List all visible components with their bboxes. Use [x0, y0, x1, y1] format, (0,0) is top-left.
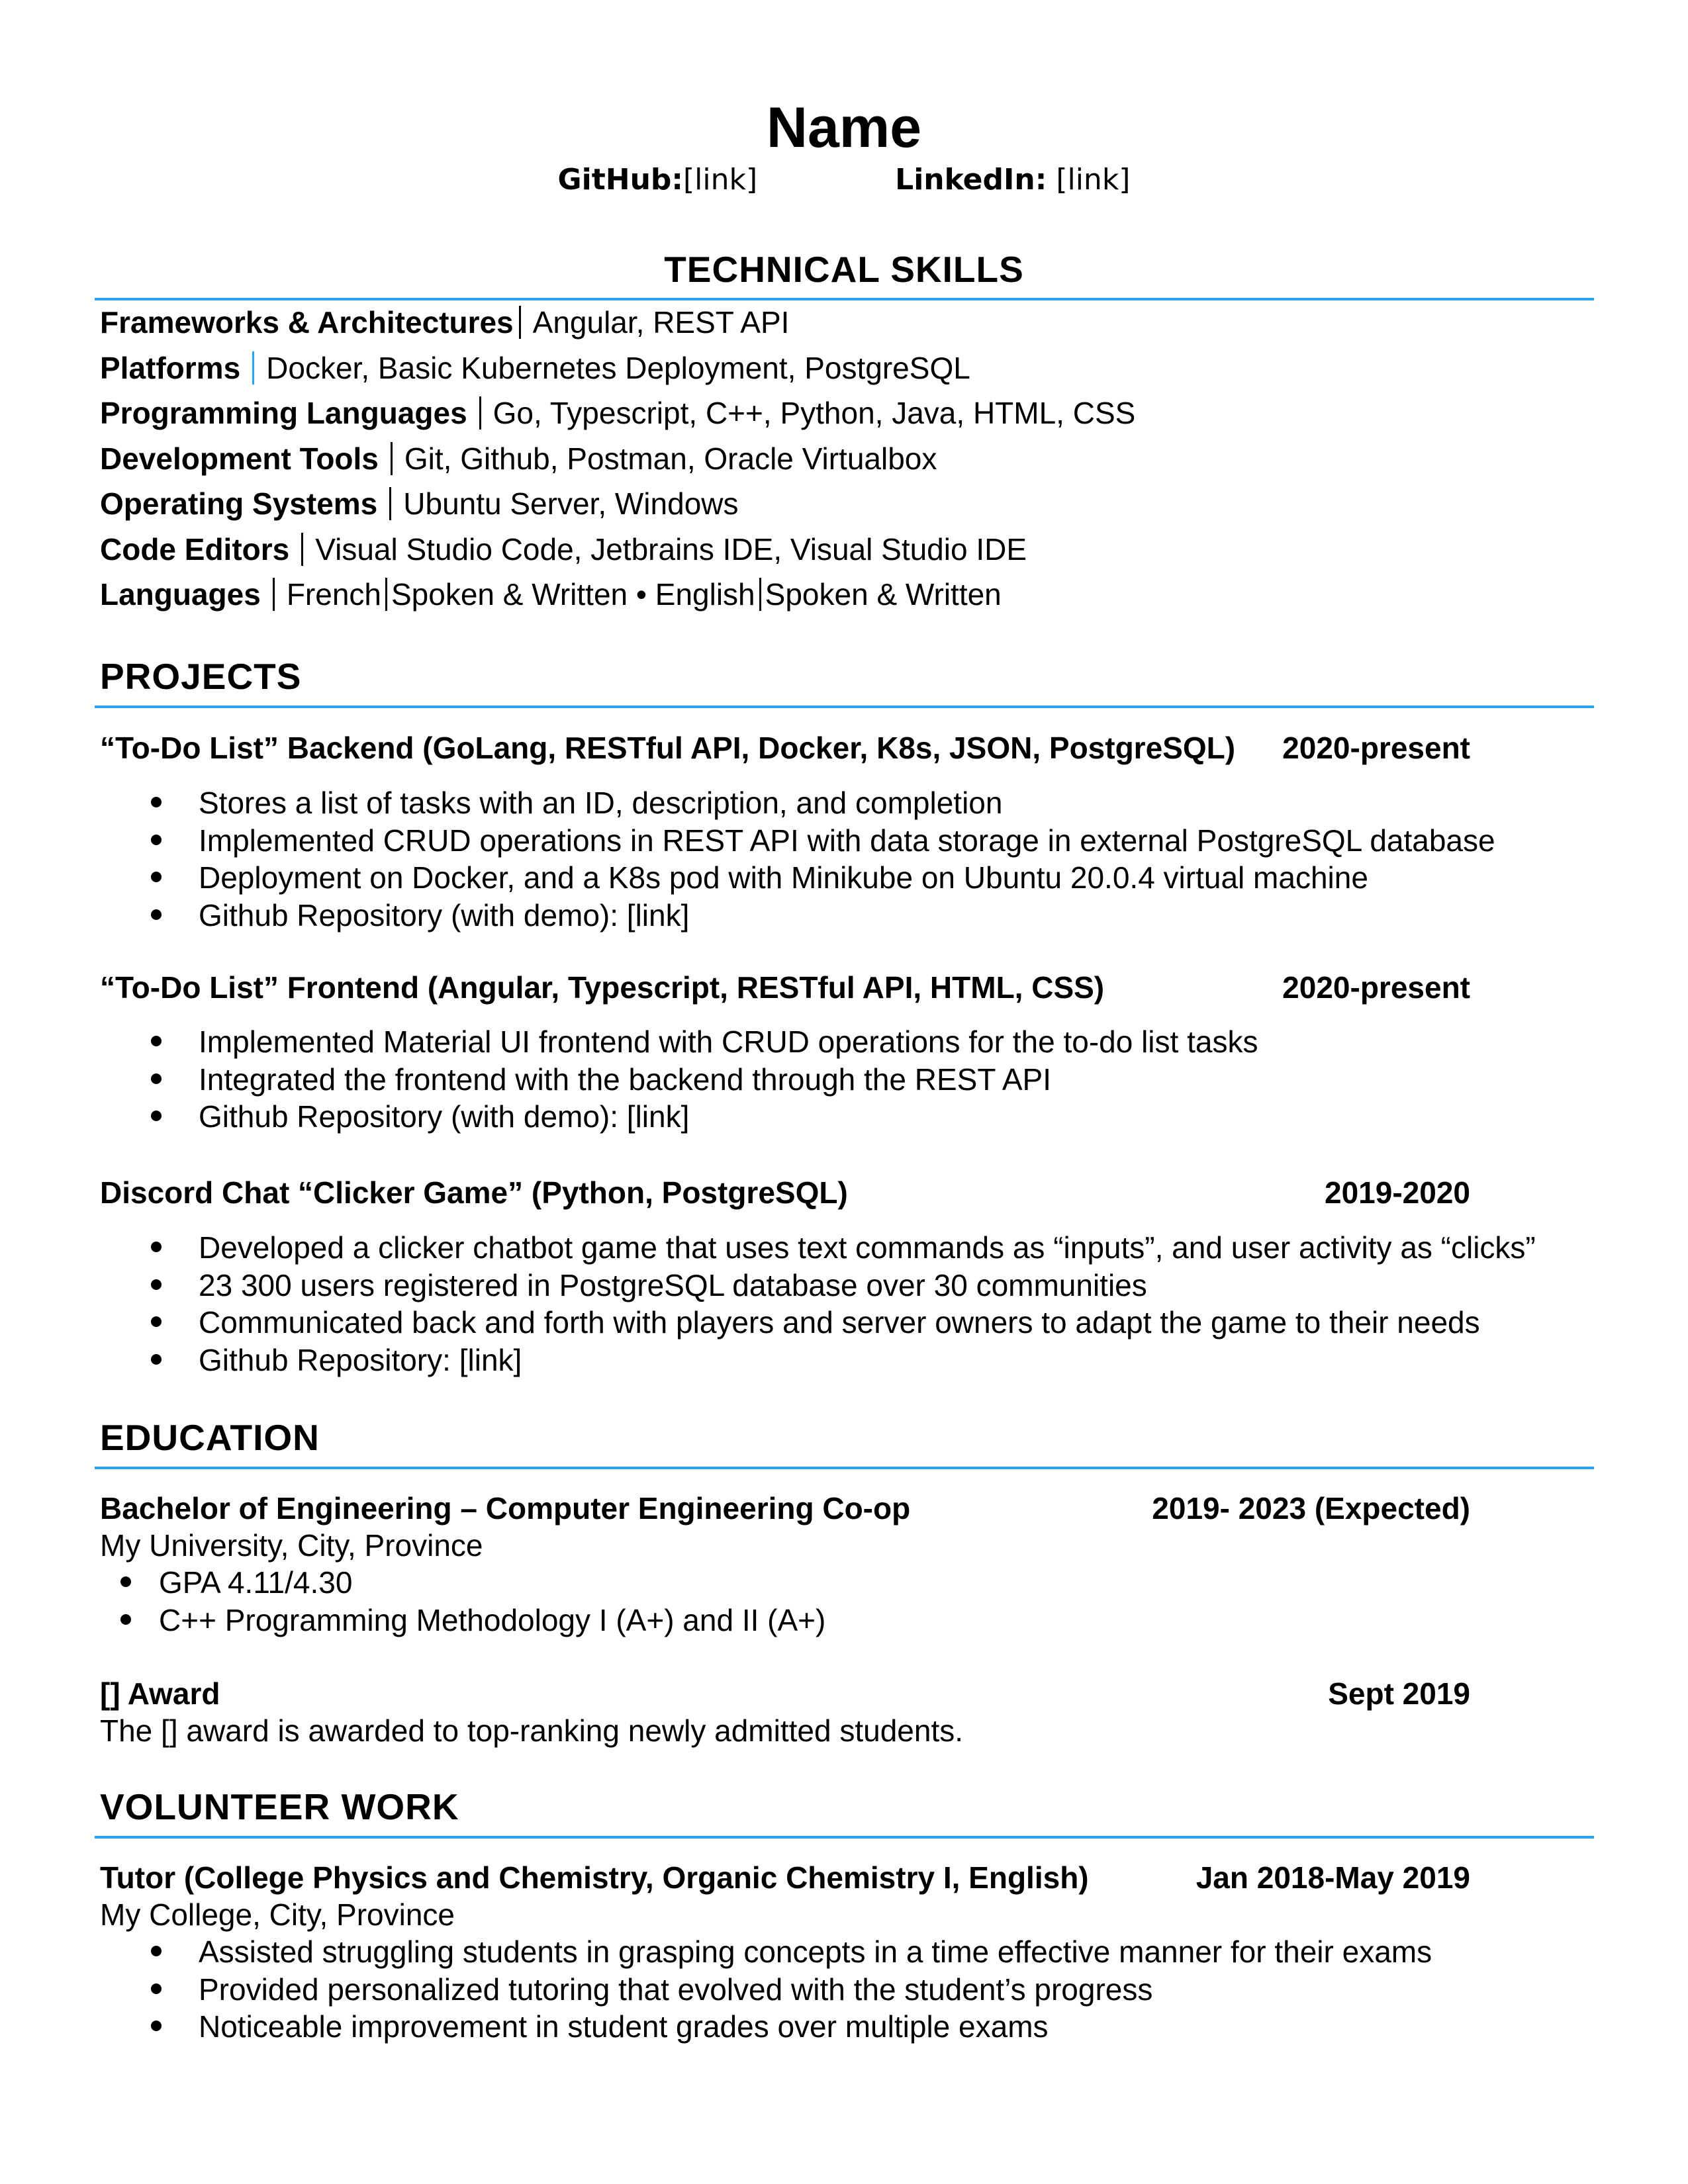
award-description: The [] award is awarded to top-ranking newly admitted students. [100, 1713, 964, 1748]
project-date: 2019-2020 [1325, 1175, 1470, 1210]
section-divider [95, 1467, 1594, 1469]
skill-row: Development Tools Git, Github, Postman, Oracle Virtualbox [100, 441, 937, 476]
skill-row: Platforms Docker, Basic Kubernetes Deployment, PostgreSQL [100, 350, 970, 385]
award-heading [100, 1678, 1470, 1709]
degree-title: Bachelor of Engineering – Computer Engineering Co-op [100, 1491, 911, 1525]
github-link[interactable]: [link] [683, 163, 758, 197]
section-title-technical-skills: TECHNICAL SKILLS [664, 249, 1024, 290]
project-heading [100, 733, 1470, 763]
list-item: Stores a list of tasks with an ID, description, and completion [199, 788, 1495, 825]
project-heading [100, 972, 1470, 1003]
section-divider [95, 1836, 1594, 1839]
contact-line [0, 165, 1688, 195]
degree-date: 2019- 2023 (Expected) [1152, 1491, 1470, 1525]
section-title-education: EDUCATION [100, 1417, 320, 1458]
skills-list [100, 306, 1135, 623]
project-title: Discord Chat “Clicker Game” (Python, PostgreSQL) [100, 1175, 848, 1210]
list-item: C++ Programming Methodology I (A+) and II (A+) [159, 1605, 825, 1643]
section-title-volunteer-work: VOLUNTEER WORK [100, 1786, 459, 1827]
volunteer-bullets [199, 1936, 1432, 2049]
project-heading [100, 1177, 1470, 1208]
list-item: Deployment on Docker, and a K8s pod with Minikube on Ubuntu 20.0.4 virtual machine [199, 862, 1495, 900]
skill-row: Operating Systems Ubuntu Server, Windows [100, 486, 739, 521]
list-item: Implemented Material UI frontend with CRUD operations for the to-do list tasks [199, 1026, 1258, 1064]
education-heading [100, 1493, 1470, 1524]
project-bullets [199, 1232, 1536, 1382]
volunteer-place: My College, City, Province [100, 1897, 455, 1932]
list-item: Github Repository (with demo): [link] [199, 900, 1495, 938]
list-item: Integrated the frontend with the backend through the REST API [199, 1064, 1258, 1102]
list-item: Provided personalized tutoring that evolved with the student’s progress [199, 1974, 1432, 2012]
section-title-projects: PROJECTS [100, 656, 302, 697]
project-bullets [199, 788, 1495, 937]
project-title: “To-Do List” Backend (GoLang, RESTful API, Docker, K8s, JSON, PostgreSQL) [100, 731, 1236, 765]
list-item: Noticeable improvement in student grades over multiple exams [199, 2011, 1432, 2049]
project-title: “To-Do List” Frontend (Angular, Typescript, RESTful API, HTML, CSS) [100, 970, 1105, 1005]
linkedin-label: LinkedIn: [895, 163, 1047, 197]
project-date: 2020-present [1282, 970, 1470, 1005]
list-item: GPA 4.11/4.30 [159, 1567, 825, 1605]
skill-row: Programming Languages Go, Typescript, C++, Python, Java, HTML, CSS [100, 396, 1136, 430]
skill-row: Code Editors Visual Studio Code, Jetbrains IDE, Visual Studio IDE [100, 531, 1027, 567]
list-item: 23 300 users registered in PostgreSQL database over 30 communities [199, 1270, 1536, 1308]
volunteer-heading [100, 1862, 1470, 1893]
section-divider [95, 298, 1594, 300]
volunteer-title: Tutor (College Physics and Chemistry, Organic Chemistry I, English) [100, 1860, 1089, 1895]
list-item: Github Repository (with demo): [link] [199, 1101, 1258, 1139]
section-divider [95, 705, 1594, 708]
award-title: [] Award [100, 1676, 220, 1711]
list-item: Implemented CRUD operations in REST API with data storage in external PostgreSQL database [199, 825, 1495, 863]
project-bullets [199, 1026, 1258, 1139]
list-item: Assisted struggling students in grasping concepts in a time effective manner for their exams [199, 1936, 1432, 1974]
list-item: Github Repository: [link] [199, 1345, 1536, 1383]
award-date: Sept 2019 [1328, 1676, 1470, 1711]
volunteer-date: Jan 2018-May 2019 [1196, 1860, 1470, 1895]
school-name: My University, City, Province [100, 1528, 483, 1563]
education-bullets [159, 1567, 825, 1642]
list-item: Communicated back and forth with players and server owners to adapt the game to their needs [199, 1307, 1536, 1345]
linkedin-link[interactable]: [link] [1056, 163, 1131, 197]
project-date: 2020-present [1282, 731, 1470, 765]
skill-row: Languages French Spoken & Written • English Spoken & Written [100, 577, 1002, 612]
github-label: GitHub: [557, 163, 683, 197]
resume-name: Name [766, 96, 922, 159]
skill-row: Frameworks & Architectures Angular, REST API [100, 305, 790, 340]
list-item: Developed a clicker chatbot game that uses text commands as “inputs”, and user activity as “clicks” [199, 1232, 1536, 1270]
